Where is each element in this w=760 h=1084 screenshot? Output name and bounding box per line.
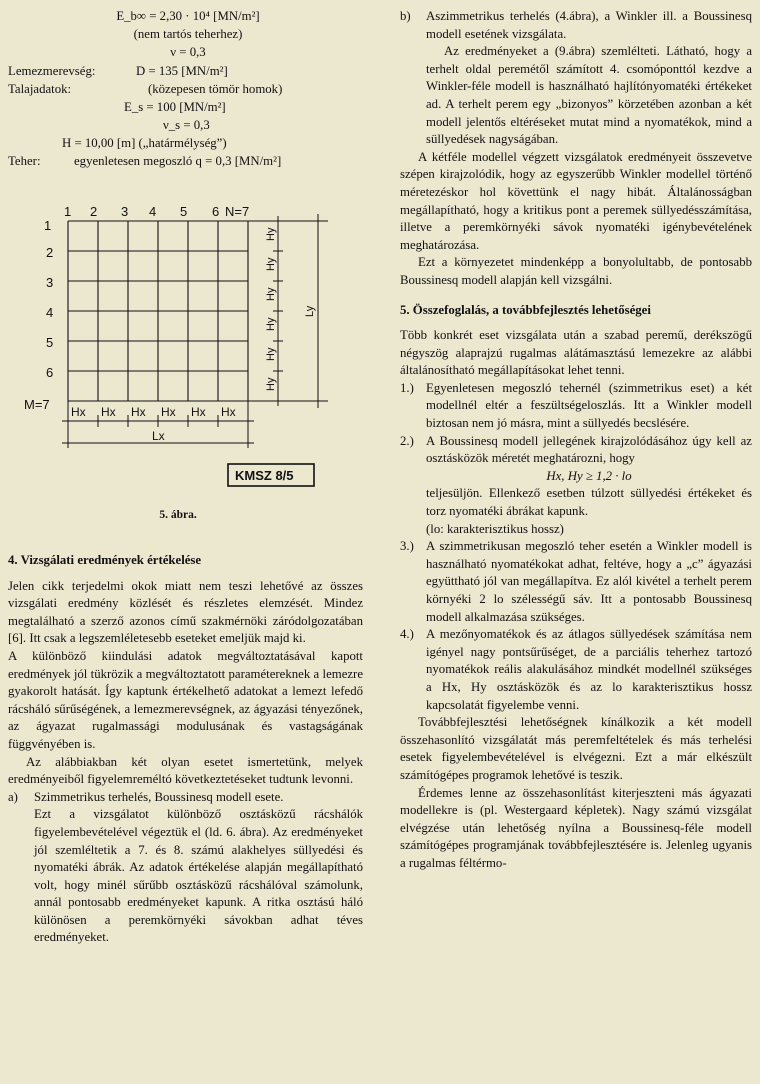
item-body: A szimmetrikusan megoszló teher esetén a Winkler modell is használható nyomatékokat adhat, feltéve, hogy a „c” ágyazási együttható jól van megállapítva. Ez alól kivétel a terhelt perem környéki 2 lo szélességű sáv. Itt a pontosabb Boussinesq modell alkalmazása szükséges. <box>426 539 752 624</box>
list-item-4 <box>400 626 752 714</box>
item-label: 3.) <box>400 539 414 554</box>
column-number: 6 <box>212 204 220 219</box>
item-body: teljesüljön. Ellenkező esetben túlzott süllyedési értékeket és torz nyomatéki ábrákat kapunk. <box>426 486 752 519</box>
row-numbers <box>24 218 53 412</box>
list-item-3 <box>400 538 752 626</box>
item-title: Szimmetrikus terhelés, Boussinesq modell esete. <box>34 789 284 804</box>
hy-dimension-chain <box>248 214 328 408</box>
paragraph: A különböző kiindulási adatok megváltoztatásával kapott eredmények jól tükrözik a megváltoztatott paramétereknek a lemezre gyakorolt hatását. Így kaptunk értékelhető adatokat a lemezt lefedő rácsháló sűrűségének, a lemezmerevségnek, az ágyazási tényezőnek, az ágyazat rugalmassági modulusának és vastagságának függvényében is. <box>8 648 363 751</box>
equation: Hx, Hy ≥ 1,2 · lo <box>546 468 632 483</box>
row-number: 5 <box>46 335 54 350</box>
paragraph: Érdemes lenne az összehasonlítást kiterjeszteni más ágyazati modellekre is (pl. Westergaard képletek). Nagy számú vizsgálat elvégzése után lehetőség nyílna a Boussinesq-féle modell számítógépes programjának továbbfejlesztésére is. Jelenleg ugyanis a rugalmas féltérmo- <box>400 785 752 870</box>
column-numbers <box>64 204 249 219</box>
load-value: egyenletesen megoszló q = 0,3 [MN/m²] <box>74 154 282 168</box>
row-number: 6 <box>46 365 54 380</box>
paragraph: Az alábbiakban két olyan esetet ismertetünk, melyek eredményeiből figyelemreméltó következtetéseket tudtunk levonni. <box>8 754 363 787</box>
parameter-block <box>8 0 363 180</box>
hy-label: Hy <box>265 317 277 331</box>
hx-label: Hx <box>101 405 116 419</box>
hy-label: Hy <box>265 227 277 241</box>
paragraph: Továbbfejlesztési lehetőségnek kínálkozik a két modell összehasonlító vizsgálatát más peremfeltételek és más terhelési esetek figyelembevételével is elvégezni. Ezt a már elkészült számítógépes programok lehetővé is teszik. <box>400 715 752 782</box>
load-label: Teher: <box>8 154 41 168</box>
hx-label: Hx <box>191 405 206 419</box>
eb-line: E_b∞ = 2,30 · 10⁴ [MN/m²] <box>116 9 260 23</box>
plate-value: D = 135 [MN/m²] <box>136 64 228 78</box>
column-number: N=7 <box>225 204 250 219</box>
section-5-title: 5. Összefoglalás, a továbbfejlesztés lehetőségei <box>400 302 651 317</box>
soil-note: (közepesen tömör homok) <box>148 82 283 96</box>
list-item-1 <box>400 380 752 433</box>
row-number: 3 <box>46 275 54 290</box>
paragraph: A kétféle modellel végzett vizsgálatok eredményeit összevetve szépen kirajzolódik, hogy az egyszerűbb Winkler modellel történő méretezéskor hol követtünk el nagy hibát. Általánosságban megállapítható, hogy a kritikus pont a peremek süllyedésszámítása, illetve a peremkörnyéki sávok nyomatéki igénybevételének meghatározása. <box>400 149 752 252</box>
column-number: 1 <box>64 204 72 219</box>
nus-line: ν_s = 0,3 <box>163 118 210 132</box>
soil-label: Talajadatok: <box>8 82 72 96</box>
es-line: E_s = 100 [MN/m²] <box>124 100 226 114</box>
hx-label: Hx <box>221 405 236 419</box>
ly-label: Ly <box>304 305 316 317</box>
list-item-a <box>8 789 363 947</box>
hx-labels <box>71 405 236 443</box>
column-number: 5 <box>180 204 188 219</box>
mesh-grid <box>68 221 248 401</box>
paragraph: Több konkrét eset vizsgálata után a szabad peremű, derékszögű négyszög alaprajzú rugalmas alátámasztású lemezekre az alábbi általánosítható megállapításokat lehet tenni. <box>400 328 752 378</box>
plate-label: Lemezmerevség: <box>8 64 96 78</box>
item-body: Egyenletesen megoszló tehernél (szimmetrikus eset) a két modellnél eltér a feszültségeloszlás. Itt a Winkler modell biztosan nem jó másra, mint a süllyedés becslésére. <box>426 380 752 431</box>
h-line: H = 10,00 [m] („határmélység”) <box>62 136 227 150</box>
lx-label: Lx <box>152 429 165 443</box>
hy-label: Hy <box>265 287 277 301</box>
column-number: 3 <box>121 204 129 219</box>
item-label: 2.) <box>400 433 414 448</box>
column-number: 2 <box>90 204 98 219</box>
column-number: 4 <box>149 204 157 219</box>
row-number: 2 <box>46 245 54 260</box>
hx-label: Hx <box>161 405 176 419</box>
eb-note: (nem tartós teherhez) <box>133 27 243 41</box>
section-4-title: 4. Vizsgálati eredmények értékelése <box>8 553 202 567</box>
item-body: A Boussinesq modell jellegének kirajzolódásához úgy kell az osztásközök méretét meghatározni, hogy <box>426 433 752 466</box>
row-number: 4 <box>46 305 54 320</box>
row-number: M=7 <box>24 397 50 412</box>
hx-label: Hx <box>71 405 86 419</box>
list-item-b <box>400 8 752 149</box>
item-label: 1.) <box>400 380 414 395</box>
item-body: Ezt a vizsgálatot különböző osztásközű rácshálók figyelembevételével végeztük el (ld. 6. ábra). Az eredményeket jól szemléltetik a 7. és 8. számú alakhelyes süllyedési és nyomatéki ábrák. Az adatok értékelése alapján megállapítható volt, hogy minél sűrűbb osztásközű rácshálóval számolunk, annál pontosabb eredményeket kapunk. A ritka osztású háló különösen a peremkörnyéki sávokban adhat téves eredményeket. <box>34 807 363 945</box>
nu-line: ν = 0,3 <box>170 45 206 59</box>
right-column <box>400 8 752 873</box>
list-item-2 <box>400 433 752 539</box>
row-number: 1 <box>44 218 52 233</box>
hy-labels <box>265 227 316 391</box>
item-note: (lo: karakterisztikus hossz) <box>426 521 564 536</box>
item-title: Aszimmetrikus terhelés (4.ábra), a Winkler ill. a Boussinesq modell esetének vizsgálata. <box>426 9 752 41</box>
hx-label: Hx <box>131 405 146 419</box>
grid-diagram <box>24 196 358 496</box>
hy-label: Hy <box>265 257 277 271</box>
figure-5 <box>24 196 358 521</box>
figure-caption: 5. ábra. <box>159 509 197 521</box>
item-body: A mezőnyomatékok és az átlagos süllyedések számítása nem igényel nagy pontsűrűséget, de a parciális teherhez tartozó nyomatékok reális alakulásához mindkét modellnél szükséges a Hx, Hy osztásközök és az lo karakterisztikus hossz kapcsolatát figyelembe venni. <box>426 627 752 712</box>
paragraph: Ezt a környezetet mindenképp a bonyolultabb, de pontosabb Boussinesq modell alapján kell vizsgálni. <box>400 255 752 287</box>
item-label: b) <box>400 9 411 23</box>
hy-label: Hy <box>265 347 277 361</box>
item-body: Az eredményeket a (9.ábra) szemlélteti. Látható, hogy a terhelt oldal peremétől számított 4. csomóponttól kezdve a Winkler-féle modell is használható hajlítónyomatéki értékeket ad. A terhelt perem egy „bizonyos” körzetében azonban a két modell jelentős eltéréseket mutat mind a nyomatékok, mind a süllyedések nagyságában. <box>426 44 752 147</box>
paragraph: Jelen cikk terjedelmi okok miatt nem teszi lehetővé az összes vizsgálati eredmény közlését és részletes elemzését. Mindez megtalálható a szerző azonos című szakmérnöki záródolgozatában [6]. Itt csak a legszemléletesebb eseteket emeljük majd ki. <box>8 578 363 646</box>
item-label: 4.) <box>400 627 414 642</box>
stamp-text: KMSZ 8/5 <box>235 468 294 483</box>
item-label: a) <box>8 789 18 804</box>
hy-label: Hy <box>265 377 277 391</box>
